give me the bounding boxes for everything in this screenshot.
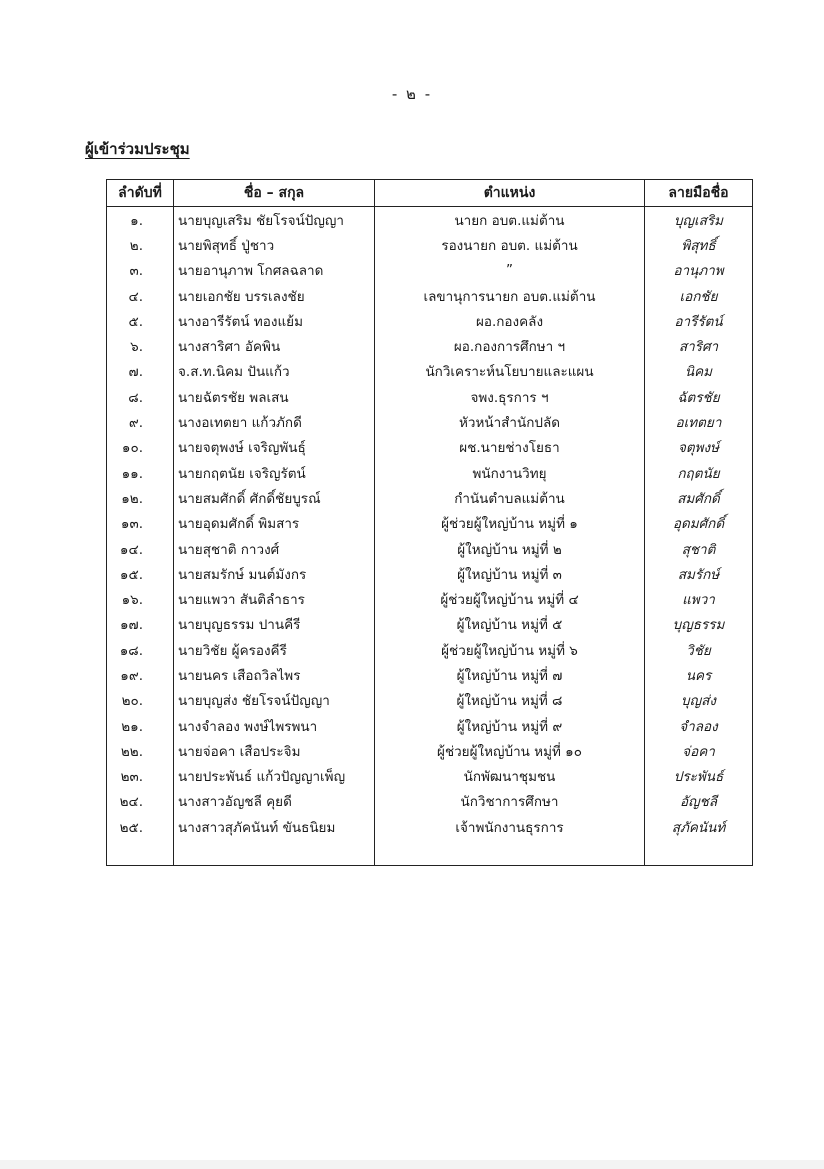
attendee-signature: บุญส่ง — [645, 688, 753, 713]
row-number: ๑๑. — [107, 460, 174, 485]
table-row — [107, 662, 753, 687]
attendee-position: หัวหน้าสำนักปลัด — [375, 409, 645, 434]
row-number: ๑๗. — [107, 612, 174, 637]
attendee-name: จ.ส.ท.นิคม ปันแก้ว — [174, 359, 375, 384]
table-row — [107, 232, 753, 257]
attendee-position: ผู้ช่วยผู้ใหญ่บ้าน หมู่ที่ ๖ — [375, 637, 645, 662]
row-number: ๑๓. — [107, 511, 174, 536]
table-row — [107, 511, 753, 536]
attendee-name: นายวิชัย ผู้ครองคีรี — [174, 637, 375, 662]
attendee-name: นางจำลอง พงษ์ไพรพนา — [174, 713, 375, 738]
attendee-signature: เอกชัย — [645, 283, 753, 308]
attendee-position: จพง.ธุรการ ฯ — [375, 384, 645, 409]
attendee-position: กำนันตำบลแม่ต้าน — [375, 485, 645, 510]
header-position: ตำแหน่ง — [375, 180, 645, 207]
attendee-signature: แพวา — [645, 586, 753, 611]
attendee-signature: วิชัย — [645, 637, 753, 662]
table-row — [107, 789, 753, 814]
row-number: ๒๑. — [107, 713, 174, 738]
table-row — [107, 359, 753, 384]
row-number: ๖. — [107, 333, 174, 358]
row-number: ๒๓. — [107, 764, 174, 789]
attendee-name: นางอารีรัตน์ ทองแย้ม — [174, 308, 375, 333]
attendee-name: นายพิสุทธิ์ ปู่ชาว — [174, 232, 375, 257]
row-number: ๒๒. — [107, 738, 174, 763]
table-row — [107, 536, 753, 561]
table-row — [107, 738, 753, 763]
attendee-position: ผู้ใหญ่บ้าน หมู่ที่ ๕ — [375, 612, 645, 637]
attendee-signature: อเทตยา — [645, 409, 753, 434]
attendee-position: ผอ.กองการศึกษา ฯ — [375, 333, 645, 358]
attendee-position: ผู้ใหญ่บ้าน หมู่ที่ ๗ — [375, 662, 645, 687]
attendee-signature: สมรักษ์ — [645, 561, 753, 586]
attendee-signature: ประพันธ์ — [645, 764, 753, 789]
attendee-signature: จตุพงษ์ — [645, 435, 753, 460]
attendee-position: รองนายก อบต. แม่ต้าน — [375, 232, 645, 257]
attendee-name: นายฉัตรชัย พลเสน — [174, 384, 375, 409]
table-blank-row — [107, 839, 753, 866]
table-row — [107, 258, 753, 283]
attendee-position: พนักงานวิทยุ — [375, 460, 645, 485]
attendee-position: นักวิเคราะห์นโยบายและแผน — [375, 359, 645, 384]
attendee-name: นายนคร เสือถวิลไพร — [174, 662, 375, 687]
table-body — [107, 207, 753, 866]
attendee-name: นายบุญส่ง ชัยโรจน์ปัญญา — [174, 688, 375, 713]
row-number: ๕. — [107, 308, 174, 333]
table-header-row — [107, 180, 753, 207]
row-number: ๒๐. — [107, 688, 174, 713]
blank-cell — [375, 839, 645, 866]
attendee-name: นายบุญเสริม ชัยโรจน์ปัญญา — [174, 207, 375, 233]
table-row — [107, 637, 753, 662]
row-number: ๑๐. — [107, 435, 174, 460]
attendee-position: ผช.นายช่างโยธา — [375, 435, 645, 460]
attendee-signature: อารีรัตน์ — [645, 308, 753, 333]
attendee-name: นายอานุภาพ โกศลฉลาด — [174, 258, 375, 283]
attendee-signature: ฉัตรชัย — [645, 384, 753, 409]
attendee-signature: อุดมศักดิ์ — [645, 511, 753, 536]
attendee-signature: นคร — [645, 662, 753, 687]
table-row — [107, 713, 753, 738]
attendee-signature: อานุภาพ — [645, 258, 753, 283]
scan-edge — [0, 1160, 824, 1169]
table-row — [107, 409, 753, 434]
row-number: ๑๕. — [107, 561, 174, 586]
row-number: ๔. — [107, 283, 174, 308]
attendee-position: ผู้ช่วยผู้ใหญ่บ้าน หมู่ที่ ๑๐ — [375, 738, 645, 763]
attendee-signature: จำลอง — [645, 713, 753, 738]
row-number: ๑๖. — [107, 586, 174, 611]
blank-cell — [174, 839, 375, 866]
row-number: ๓. — [107, 258, 174, 283]
attendee-position: ผู้ช่วยผู้ใหญ่บ้าน หมู่ที่ ๔ — [375, 586, 645, 611]
attendee-position: นักวิชาการศึกษา — [375, 789, 645, 814]
attendee-name: นายประพันธ์ แก้วปัญญาเพ็ญ — [174, 764, 375, 789]
table-row — [107, 485, 753, 510]
attendee-name: นางสาวอัญชลี คุยดี — [174, 789, 375, 814]
attendee-position: ผู้ใหญ่บ้าน หมู่ที่ ๘ — [375, 688, 645, 713]
attendee-signature: นิคม — [645, 359, 753, 384]
attendee-position: นักพัฒนาชุมชน — [375, 764, 645, 789]
attendee-position: ผู้ใหญ่บ้าน หมู่ที่ ๙ — [375, 713, 645, 738]
attendee-signature: บุญธรรม — [645, 612, 753, 637]
attendee-signature: จ่อคา — [645, 738, 753, 763]
page-number: - ๒ - — [391, 85, 433, 103]
attendee-signature: สมศักดิ์ — [645, 485, 753, 510]
attendee-position: ผู้ช่วยผู้ใหญ่บ้าน หมู่ที่ ๑ — [375, 511, 645, 536]
attendee-name: นายจตุพงษ์ เจริญพันธุ์ — [174, 435, 375, 460]
table-row — [107, 207, 753, 233]
table-row — [107, 460, 753, 485]
row-number: ๗. — [107, 359, 174, 384]
attendee-name: นายสมรักษ์ มนต์มังกร — [174, 561, 375, 586]
table-row — [107, 283, 753, 308]
row-number: ๒๕. — [107, 814, 174, 839]
section-heading: ผู้เข้าร่วมประชุม — [85, 140, 190, 158]
blank-cell — [645, 839, 753, 866]
attendee-position: เลขานุการนายก อบต.แม่ต้าน — [375, 283, 645, 308]
table-row — [107, 561, 753, 586]
row-number: ๑๙. — [107, 662, 174, 687]
attendee-position: นายก อบต.แม่ต้าน — [375, 207, 645, 233]
attendee-name: นายกฤตนัย เจริญรัตน์ — [174, 460, 375, 485]
row-number: ๒๔. — [107, 789, 174, 814]
attendee-signature: สุชาติ — [645, 536, 753, 561]
attendee-position: เจ้าพนักงานธุรการ — [375, 814, 645, 839]
blank-cell — [107, 839, 174, 866]
table-row — [107, 384, 753, 409]
table-row — [107, 688, 753, 713]
attendee-signature: สาริศา — [645, 333, 753, 358]
attendee-signature: บุญเสริม — [645, 207, 753, 233]
attendee-signature: พิสุทธิ์ — [645, 232, 753, 257]
attendee-position: ผอ.กองคลัง — [375, 308, 645, 333]
attendee-name: นายแพวา สันติลำธาร — [174, 586, 375, 611]
row-number: ๒. — [107, 232, 174, 257]
attendee-name: นางสาริศา อัคพิน — [174, 333, 375, 358]
attendees-table — [106, 179, 753, 866]
attendee-name: นายบุญธรรม ปานคีรี — [174, 612, 375, 637]
attendee-signature: อัญชลี — [645, 789, 753, 814]
table-row — [107, 586, 753, 611]
attendee-name: นายจ่อคา เสือประจิม — [174, 738, 375, 763]
attendee-name: นายอุดมศักดิ์ พิมสาร — [174, 511, 375, 536]
table-row — [107, 612, 753, 637]
attendee-name: นายสุชาติ กาวงศ์ — [174, 536, 375, 561]
table-row — [107, 308, 753, 333]
header-name: ชื่อ – สกุล — [174, 180, 375, 207]
header-no: ลำดับที่ — [107, 180, 174, 207]
attendee-name: นายสมศักดิ์ ศักดิ์ชัยบูรณ์ — [174, 485, 375, 510]
attendee-position: ผู้ใหญ่บ้าน หมู่ที่ ๒ — [375, 536, 645, 561]
table-row — [107, 814, 753, 839]
table-row — [107, 333, 753, 358]
table-row — [107, 435, 753, 460]
row-number: ๑๒. — [107, 485, 174, 510]
row-number: ๘. — [107, 384, 174, 409]
row-number: ๙. — [107, 409, 174, 434]
attendee-name: นางสาวสุภัคนันท์ ขันธนิยม — [174, 814, 375, 839]
table-row — [107, 764, 753, 789]
header-signature: ลายมือชื่อ — [645, 180, 753, 207]
row-number: ๑. — [107, 207, 174, 233]
row-number: ๑๘. — [107, 637, 174, 662]
row-number: ๑๔. — [107, 536, 174, 561]
attendee-signature: สุภัคนันท์ — [645, 814, 753, 839]
attendee-name: นางอเทตยา แก้วภักดี — [174, 409, 375, 434]
attendee-position: ” — [375, 258, 645, 283]
attendee-signature: กฤตนัย — [645, 460, 753, 485]
attendee-position: ผู้ใหญ่บ้าน หมู่ที่ ๓ — [375, 561, 645, 586]
attendee-name: นายเอกชัย บรรเลงชัย — [174, 283, 375, 308]
